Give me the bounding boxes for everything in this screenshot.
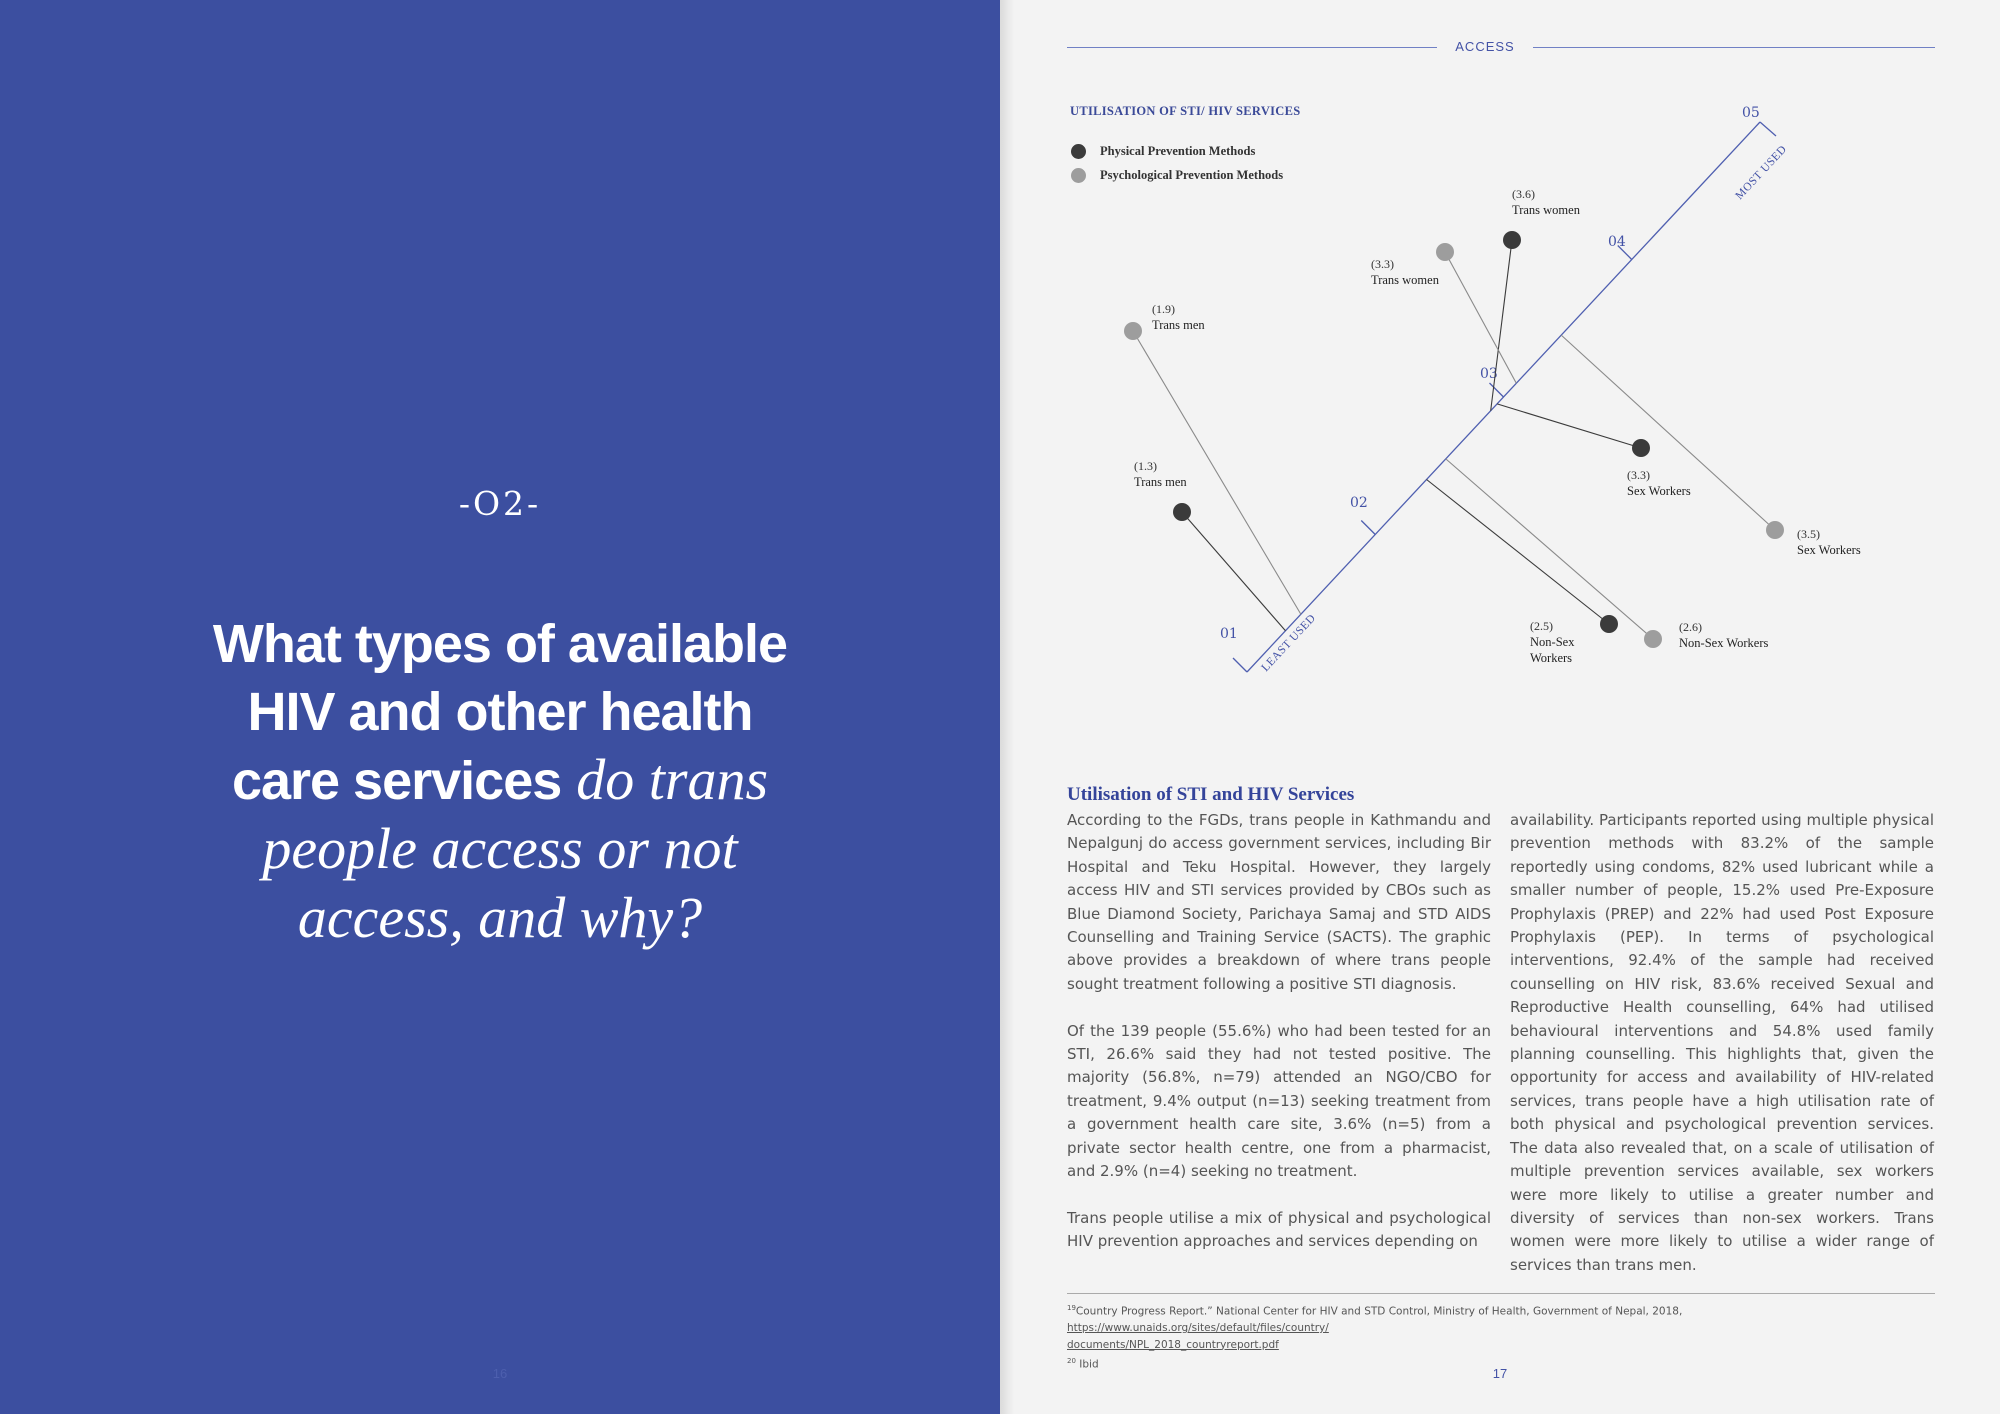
question-italic-3: access, and why?: [297, 885, 703, 950]
legend-label-physical: Physical Prevention Methods: [1100, 143, 1256, 158]
connector-line: [1427, 480, 1609, 625]
axis-tick-label: 02: [1350, 495, 1368, 511]
data-point: [1124, 322, 1142, 340]
axis-tick: [1760, 122, 1776, 136]
data-point: [1600, 615, 1618, 633]
footnote-link[interactable]: https://www.unaids.org/sites/default/files/country/: [1067, 1322, 1329, 1334]
axis-tick: [1233, 658, 1247, 672]
body-paragraph: Trans people utilise a mix of physical and psychological HIV prevention approaches and services depending on: [1067, 1208, 1491, 1251]
point-group-label: Workers: [1530, 651, 1573, 665]
axis-label-least-used: LEAST USED: [1259, 612, 1319, 675]
footnote-link[interactable]: documents/NPL_2018_countryreport.pdf: [1067, 1338, 1279, 1351]
footnote-19: [1067, 1300, 1947, 1337]
body-paragraph: availability. Participants reported using multiple physical prevention methods with 83.2% of the sample reportedly using condoms, 82% used lubricant while a smaller number of people, 15.2% used Pre-Exposure Prophylaxis (PREP) and 22% had used Post Exposure Prophylaxis (PEP). In terms of psychological interventions, 92.4% of the sample had received counselling on HIV risk, 83.6% received Sexual and Reproductive Health counselling, 64% had utilised behavioural interventions and 54.8% used family planning counselling. This highlights that, given the opportunity for access and availability of HIV-related services, trans people have a high utilisation rate of both physical and psychological prevention services. The data also revealed that, on a scale of utilisation of multiple prevention services available, sex workers were more likely to utilise a greater number and diversity of services than non-sex workers. Trans women were more likely to utilise a wider range of services than trans men.: [1510, 811, 1934, 1274]
connector-line: [1446, 459, 1653, 639]
axis-tick-label: 05: [1742, 105, 1760, 121]
connector-line: [1133, 331, 1301, 614]
point-group-label: Trans women: [1371, 273, 1439, 287]
connector-line: [1445, 252, 1516, 383]
point-group-label: Sex Workers: [1797, 543, 1861, 557]
point-value-label: (2.6): [1679, 620, 1702, 634]
legend-label-psychological: Psychological Prevention Methods: [1100, 167, 1284, 182]
point-group-label: Trans men: [1134, 475, 1187, 489]
data-point: [1632, 439, 1650, 457]
point-group-label: Trans men: [1152, 318, 1205, 332]
point-value-label: (2.5): [1530, 619, 1553, 633]
chart-marks: [1124, 105, 1861, 674]
point-group-label: Non-Sex Workers: [1679, 636, 1769, 650]
body-column-left: [1067, 809, 1491, 1254]
point-value-label: (3.3): [1627, 468, 1650, 482]
point-group-label: Non-Sex: [1530, 635, 1575, 649]
question-line-2: HIV and other health: [247, 682, 753, 742]
connector-line: [1491, 240, 1512, 411]
point-value-label: (1.3): [1134, 459, 1157, 473]
chapter-number: -O2-: [458, 484, 542, 523]
section-header: ACCESS: [1455, 39, 1515, 54]
question-italic-2: people access or not: [262, 816, 738, 881]
axis-tick-label: 01: [1220, 626, 1238, 642]
data-point: [1644, 630, 1662, 648]
point-value-label: (1.9): [1152, 302, 1175, 316]
connector-line: [1182, 512, 1285, 631]
chart-title: UTILISATION OF STI/ HIV SERVICES: [1070, 104, 1301, 118]
footnote-text: Country Progress Report.” National Center for HIV and STD Control, Ministry of Health, Government of Nepal, 2018,: [1075, 1305, 1683, 1318]
connector-line: [1561, 335, 1775, 530]
axis-label-most-used: MOST USED: [1733, 143, 1790, 203]
data-point: [1436, 243, 1454, 261]
axis-tick-label: 04: [1608, 234, 1626, 250]
question-italic-1: do trans: [576, 747, 769, 812]
axis-tick-label: 03: [1480, 366, 1498, 382]
point-value-label: (3.5): [1797, 527, 1820, 541]
footnote-number: 20: [1067, 1357, 1076, 1365]
footnote-number: 19: [1067, 1304, 1076, 1312]
body-paragraph: Of the 139 people (55.6%) who had been tested for an STI, 26.6% said they had not tested positive. The majority (56.8%, n=79) attended an NGO/CBO for treatment, 9.4% output (n=13) seeking treatment from a government health care site, 3.6% (n=5) from a private sector health centre, one from a pharmacist, and 2.9% (n=4) seeking no treatment.: [1067, 1021, 1491, 1181]
data-point: [1766, 521, 1784, 539]
question-line-3: care services: [231, 751, 562, 811]
point-group-label: Sex Workers: [1627, 484, 1691, 498]
connector-line: [1497, 404, 1641, 448]
axis-tick: [1361, 521, 1375, 535]
body-paragraph: According to the FGDs, trans people in Kathmandu and Nepalgunj do access government services, including Bir Hospital and Teku Hospital. However, they largely access HIV and STI services provided by CBOs such as Blue Diamond Society, Parichaya Samaj and STD AIDS Counselling and Training Service (SACTS). The graphic above provides a breakdown of where trans people sought treatment following a positive STI diagnosis.: [1067, 811, 1491, 993]
data-point: [1503, 231, 1521, 249]
footnote-text: Ibid: [1079, 1358, 1099, 1371]
footnote-divider: [1067, 1293, 1935, 1294]
footnote-19-cont: [1067, 1337, 1947, 1354]
body-column-right: [1510, 809, 1934, 1301]
point-value-label: (3.6): [1512, 187, 1535, 201]
axis-tick: [1490, 383, 1504, 397]
point-value-label: (3.3): [1371, 257, 1394, 271]
question-line-1: What types of available: [212, 614, 788, 674]
data-point: [1173, 503, 1191, 521]
page-number-right: 17: [1492, 1366, 1508, 1381]
point-group-label: Trans women: [1512, 203, 1580, 217]
section-heading: Utilisation of STI and HIV Services: [1067, 784, 1355, 805]
page-number-left: 16: [492, 1366, 508, 1381]
footnotes: [1067, 1300, 1947, 1373]
